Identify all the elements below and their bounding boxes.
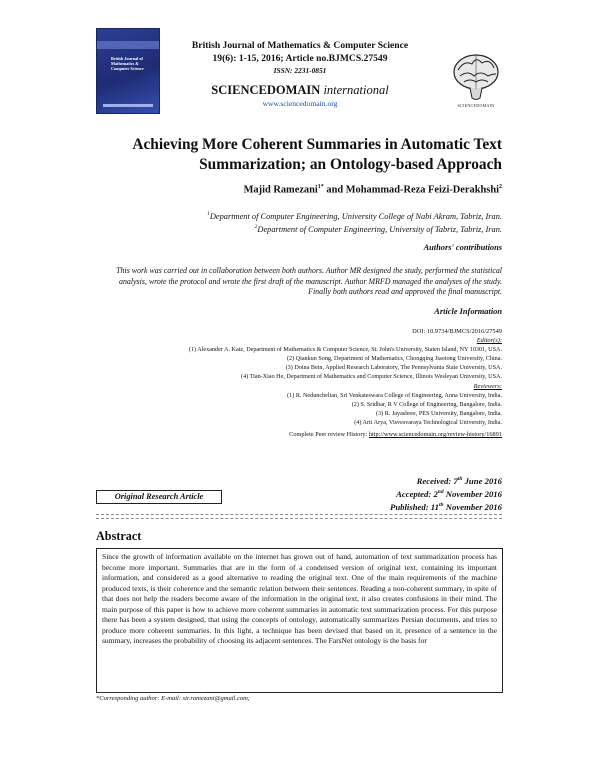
affiliation-text: Department of Computer Engineering, University of Tabriz, Tabriz, Iran. <box>257 225 502 235</box>
editors-label: Editor(s): <box>476 337 502 344</box>
peer-review-prefix: Complete Peer review History: <box>289 431 369 438</box>
editor-item: (3) Doina Bein, Applied Research Laboratory, The Pennsylvania State University, USA. <box>285 365 502 372</box>
brain-logo-icon <box>442 44 510 112</box>
paper-title <box>90 135 502 174</box>
author-sup: 2 <box>499 184 502 190</box>
logo-caption: SCIENCEDOMAIN <box>457 103 495 108</box>
abstract-box <box>96 548 503 693</box>
article-type-badge: Original Research Article <box>96 490 222 504</box>
reviewer-item: (4) Arti Arya, Visvesvaraya Technological University, India. <box>354 420 502 427</box>
abstract-text: Since the growth of information available on the internet has grown out of hand, automation of text summarization process has become more important. Summaries that are in the form of a condensed version of original text, containing its important information, and considered as a good alternative to reading the original text. One of the main requirements of the machine produced texts, is their coherence and the semantic relation between their sentences. Reading a non-coherent summary, in spite of that does not help the readers become aware of the information in the original text, it also creates confusions in their mind. The main purpose of this paper is how to achieve more coherent summaries in automatic text summarization process. For this purpose there has been a system designed, that using the concepts of ontology, automatically summarizes Persian documents, and tries to produce more coherent summaries. In this light, a technique has been devised that based on it, presence of a sentence in the summary, increases the probability of choosing its adjacent sentences. The FarsNet ontology is the basis for <box>102 552 497 645</box>
reviewers-label: Reviewers: <box>473 383 502 390</box>
abstract-heading: Abstract <box>96 529 142 543</box>
publisher-name <box>150 83 450 98</box>
received-date <box>300 474 502 487</box>
reviewer-item: (1) R. Nedunchelian, Sri Venkateswara College of Engineering, Anna University, India. <box>287 393 502 399</box>
journal-issn: ISSN: 2231-0851 <box>273 66 327 76</box>
publisher-brand: SCIENCEDOMAIN <box>211 83 321 97</box>
contributions-heading: Authors' contributions <box>423 243 502 252</box>
accepted-sup: nd <box>437 489 444 496</box>
section-divider <box>96 514 502 519</box>
publication-dates <box>300 474 502 514</box>
author-name: Majid Ramezani <box>243 184 318 196</box>
affiliation <box>90 222 502 235</box>
footnote-rule <box>96 692 206 693</box>
accepted-label: Accepted: 2 <box>396 489 438 500</box>
reviewer-item: (2) S. Sridhar, R V College of Engineering, Bangalore, India. <box>351 402 502 409</box>
affiliation <box>90 209 502 222</box>
author-list <box>90 184 502 195</box>
reviewer-list <box>60 392 502 428</box>
cover-title-line: Computer Science <box>111 66 144 71</box>
published-label: Published: 11 <box>390 502 440 513</box>
published-sup: th <box>439 502 444 509</box>
affiliation-sup: 2 <box>254 224 258 231</box>
cover-foot-band <box>103 104 153 107</box>
article-info-heading: Article Information <box>434 307 502 316</box>
reviewer-item: (3) R. Jayashree, PES University, Bangalore, India. <box>376 411 502 418</box>
published-date <box>300 500 502 513</box>
publisher-suffix: international <box>323 83 389 97</box>
affiliations <box>90 209 502 236</box>
doi[interactable]: DOI: 10.9734/BJMCS/2016/27549 <box>412 328 502 335</box>
received-sup: th <box>457 476 463 482</box>
received-label: Received: 7 <box>416 475 458 486</box>
affiliation-text: Department of Computer Engineering, University College of Nabi Akram, Tabriz, Iran. <box>209 211 502 221</box>
journal-header <box>150 40 450 78</box>
paper-title-line: Summarization; an Ontology-based Approach <box>199 155 502 173</box>
journal-name: British Journal of Mathematics & Computer Science <box>191 40 409 51</box>
corresponding-author-footnote: *Corresponding author: E-mail: sir.ramezani@gmail.com; <box>96 695 250 702</box>
affiliation-sup: 1 <box>207 211 210 217</box>
published-rest: November 2016 <box>443 502 502 513</box>
accepted-date <box>300 487 502 500</box>
author-name: Mohammad-Reza Feizi-Derakhshi <box>345 184 499 196</box>
editor-item: (1) Alexander A. Katz, Department of Mathematics & Computer Science, St. John's University, Staten Island, NY 10301, USA. <box>188 347 502 353</box>
peer-review-link[interactable]: http://www.sciencedomain.org/review-history/16891 <box>368 431 502 438</box>
accepted-rest: November 2016 <box>443 489 502 500</box>
editor-item: (4) Tian-Xiao He, Department of Mathematics and Computer Science, Illinois Wesleyan University, USA. <box>241 374 502 381</box>
editor-item: (2) Qiankun Song, Department of Mathematics, Chongqing Jiaotong University, China. <box>286 356 502 363</box>
peer-review-history <box>60 431 502 438</box>
paper-title-line: Achieving More Coherent Summaries in Automatic Text <box>132 136 502 153</box>
cover-title-line: Mathematics & <box>111 61 139 66</box>
cover-title-line: British Journal of <box>111 56 143 61</box>
journal-volume: 19(6): 1-15, 2016; Article no.BJMCS.27549 <box>212 52 388 64</box>
author-conjunction: and <box>323 184 346 196</box>
publisher-url[interactable]: www.sciencedomain.org <box>262 99 338 108</box>
author-sup: 1* <box>317 184 324 190</box>
editor-list <box>60 346 502 382</box>
contributions-text: This work was carried out in collaboration between both authors. Author MR designed the study, performed the statistical analysis, wrote the protocol and wrote the first draft of the manuscript. Author MRFD managed the analyses of the study. Finally both authors read and approved the final manuscript. <box>116 266 502 297</box>
received-rest: June 2016 <box>462 475 502 486</box>
